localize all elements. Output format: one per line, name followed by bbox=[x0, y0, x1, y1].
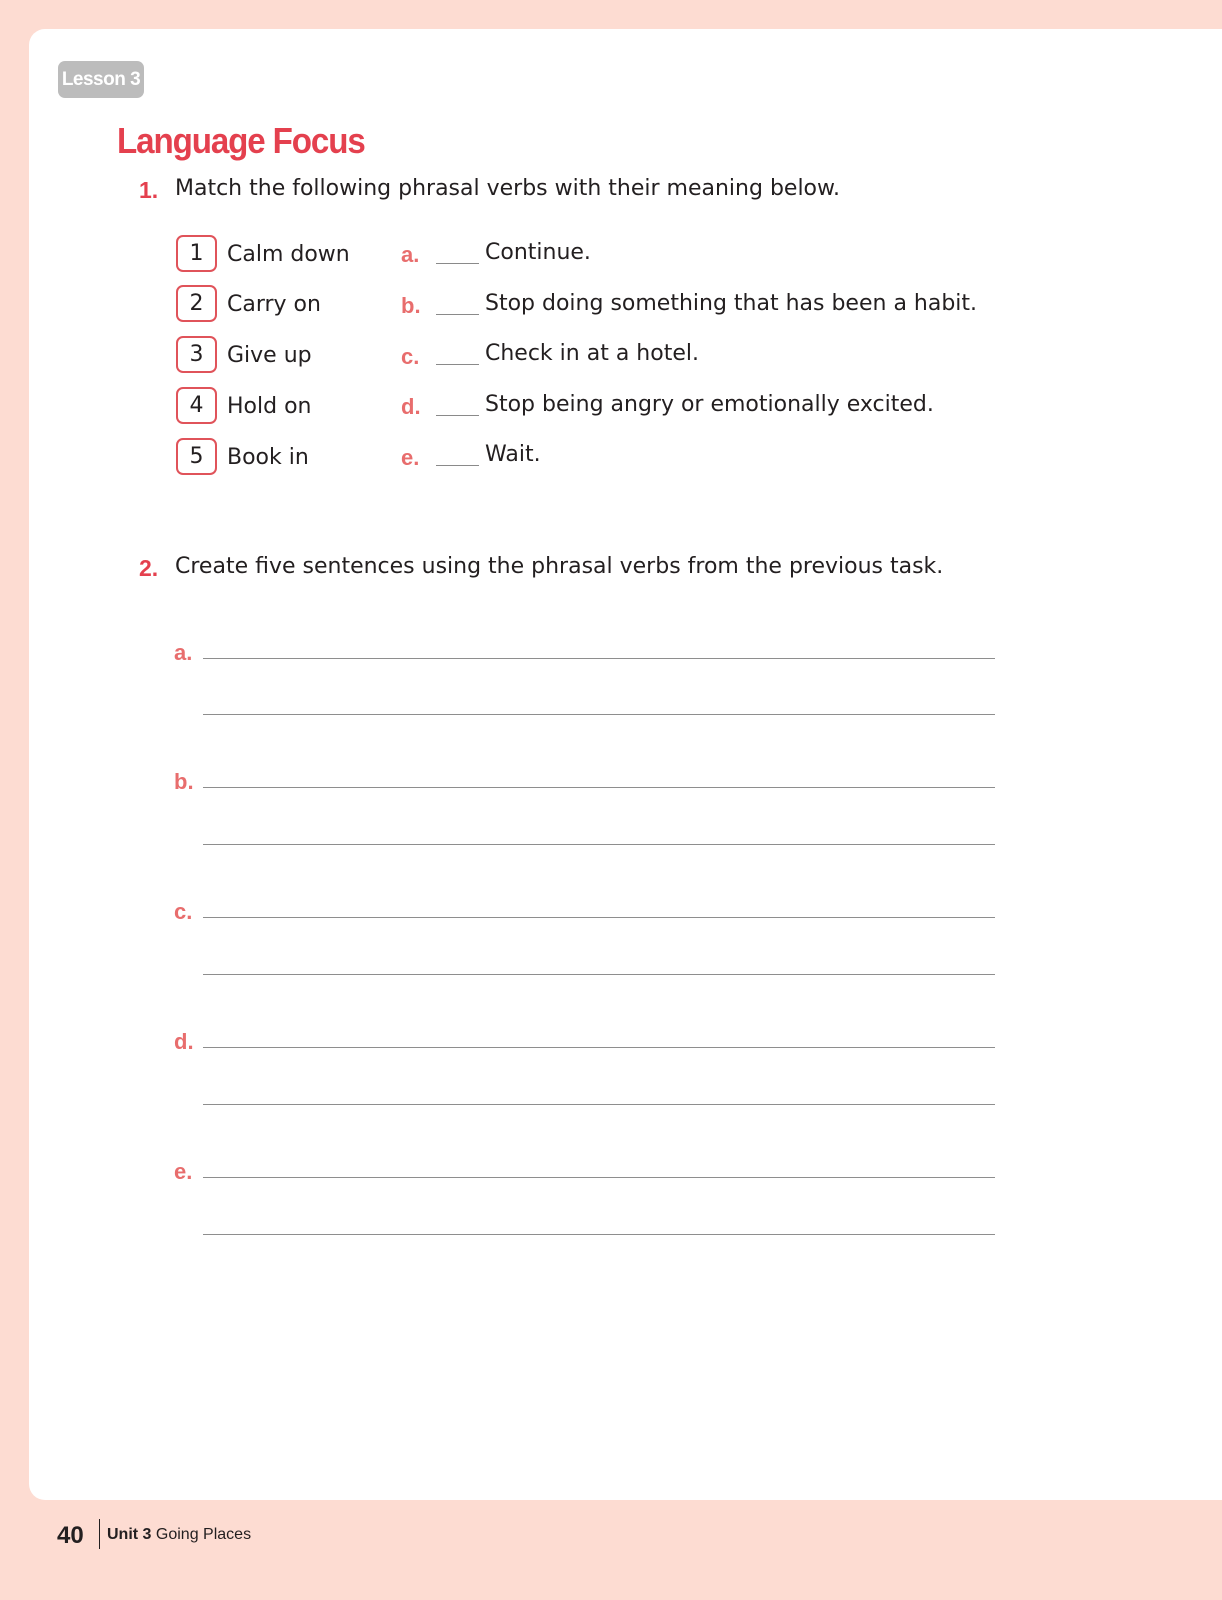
writing-line[interactable] bbox=[203, 1234, 995, 1235]
task2-instruction: Create five sentences using the phrasal verbs from the previous task. bbox=[175, 554, 944, 579]
sentence-letter: c. bbox=[174, 899, 193, 924]
verb-item: Book in bbox=[227, 445, 309, 470]
meaning-text: Continue. bbox=[485, 240, 591, 265]
writing-line[interactable] bbox=[203, 1047, 995, 1048]
verb-number-box: 4 bbox=[176, 387, 217, 424]
writing-line[interactable] bbox=[203, 844, 995, 845]
sentence-letter: d. bbox=[174, 1029, 194, 1054]
writing-line[interactable] bbox=[203, 974, 995, 975]
sentence-letter: a. bbox=[174, 640, 193, 665]
footer-divider bbox=[99, 1519, 100, 1549]
meaning-text: Stop being angry or emotionally excited. bbox=[485, 392, 934, 417]
unit-label: Unit 3 bbox=[107, 1526, 152, 1543]
meaning-text: Check in at a hotel. bbox=[485, 341, 699, 366]
writing-line[interactable] bbox=[203, 658, 995, 659]
meaning-text: Wait. bbox=[485, 442, 541, 467]
answer-blank[interactable] bbox=[436, 364, 479, 365]
meaning-letter: a. bbox=[401, 242, 420, 267]
writing-line[interactable] bbox=[203, 917, 995, 918]
section-title: Language Focus bbox=[117, 120, 365, 161]
answer-blank[interactable] bbox=[436, 415, 479, 416]
unit-title: Going Places bbox=[155, 1526, 252, 1543]
meaning-letter: c. bbox=[401, 344, 420, 369]
writing-line[interactable] bbox=[203, 1104, 995, 1105]
answer-blank[interactable] bbox=[436, 465, 479, 466]
verb-item: Give up bbox=[227, 343, 312, 368]
meaning-letter: b. bbox=[401, 293, 421, 318]
sentence-letter: b. bbox=[174, 769, 194, 794]
lesson-badge: Lesson 3 bbox=[58, 61, 144, 98]
answer-blank[interactable] bbox=[436, 314, 479, 315]
sentence-letter: e. bbox=[174, 1159, 193, 1184]
verb-number-box: 5 bbox=[176, 438, 217, 475]
page-number: 40 bbox=[57, 1522, 84, 1549]
writing-line[interactable] bbox=[203, 714, 995, 715]
task1-instruction: Match the following phrasal verbs with their meaning below. bbox=[175, 176, 840, 201]
verb-item: Calm down bbox=[227, 242, 350, 267]
verb-number-box: 1 bbox=[176, 235, 217, 272]
verb-item: Hold on bbox=[227, 394, 312, 419]
verb-item: Carry on bbox=[227, 292, 321, 317]
writing-line[interactable] bbox=[203, 1177, 995, 1178]
task2-number: 2. bbox=[139, 555, 159, 581]
meaning-letter: e. bbox=[401, 445, 420, 470]
answer-blank[interactable] bbox=[436, 263, 479, 264]
footer-unit bbox=[107, 1526, 251, 1544]
meaning-letter: d. bbox=[401, 394, 421, 419]
verb-number-box: 3 bbox=[176, 336, 217, 373]
meaning-text: Stop doing something that has been a habit. bbox=[485, 291, 978, 316]
writing-line[interactable] bbox=[203, 787, 995, 788]
task1-number: 1. bbox=[139, 177, 159, 203]
verb-number-box: 2 bbox=[176, 285, 217, 322]
